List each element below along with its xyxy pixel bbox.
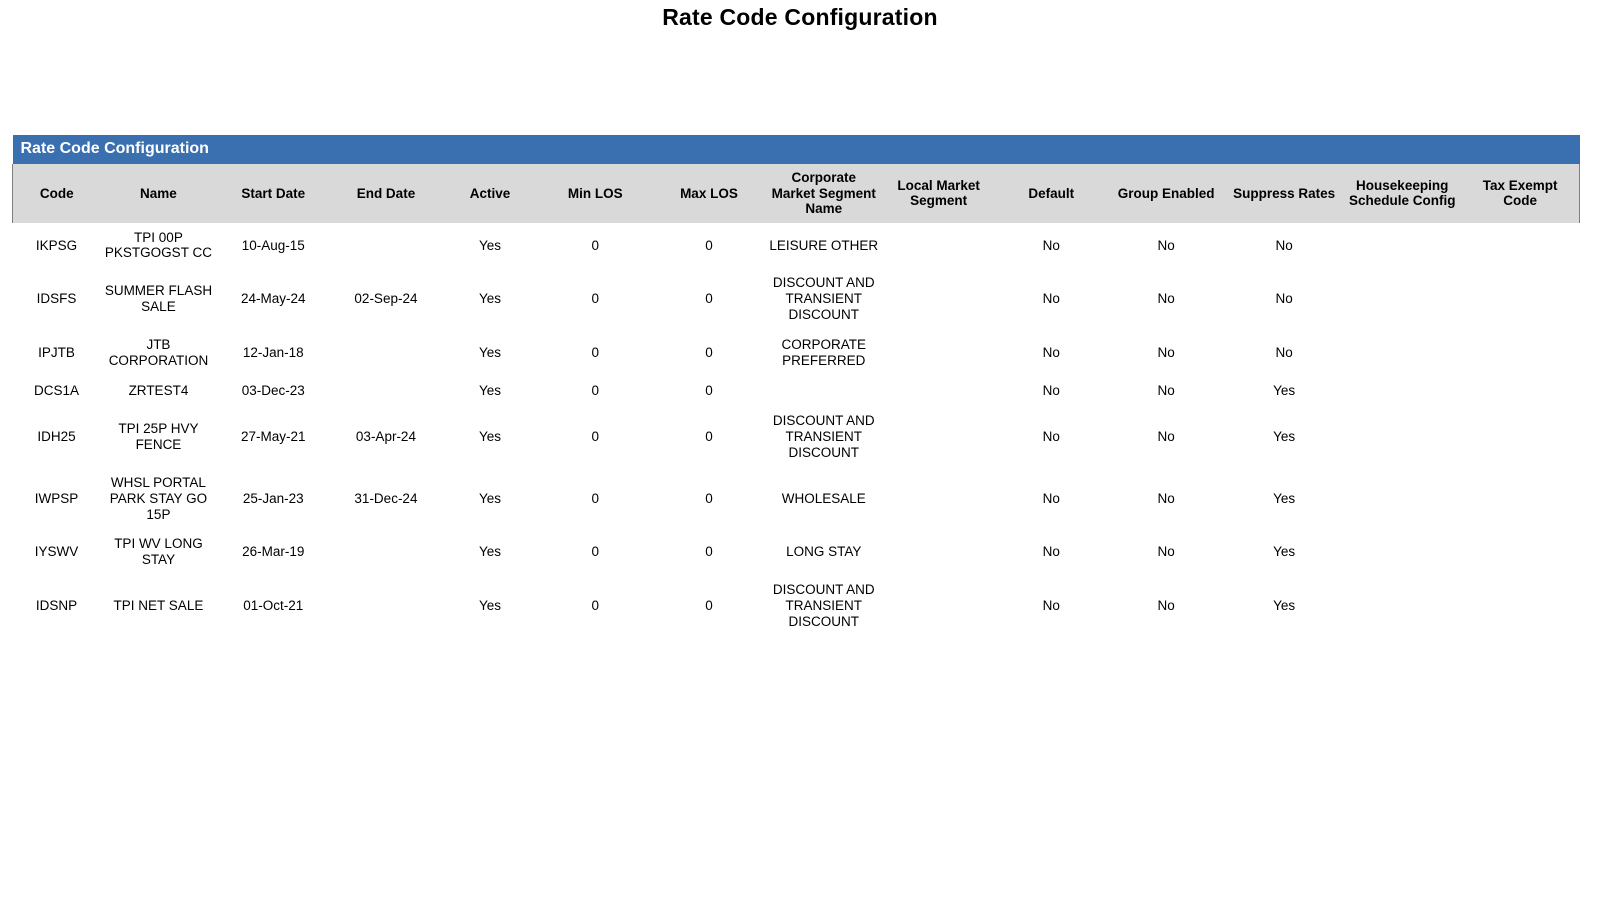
cell-suppress-rates: Yes (1225, 468, 1343, 530)
cell-end-date (330, 376, 442, 406)
cell-name: TPI 25P HVY FENCE (101, 406, 217, 468)
cell-local-market-segment (882, 406, 996, 468)
cell-housekeeping-schedule-config (1343, 376, 1461, 406)
cell-suppress-rates: Yes (1225, 406, 1343, 468)
cell-tax-exempt-code (1461, 529, 1579, 575)
cell-local-market-segment (882, 330, 996, 376)
cell-start-date: 26-Mar-19 (216, 529, 330, 575)
cell-default: No (995, 223, 1107, 269)
cell-local-market-segment (882, 376, 996, 406)
column-header[interactable]: Default (995, 164, 1107, 223)
cell-local-market-segment (882, 575, 996, 637)
table-header-row (13, 164, 1580, 223)
cell-name: JTB CORPORATION (101, 330, 217, 376)
cell-group-enabled: No (1107, 268, 1225, 330)
table-row[interactable] (13, 376, 1580, 406)
cell-name: TPI 00P PKSTGOGST CC (101, 223, 217, 269)
cell-housekeeping-schedule-config (1343, 268, 1461, 330)
column-header[interactable]: Local Market Segment (882, 164, 996, 223)
table-row[interactable] (13, 406, 1580, 468)
table-row[interactable] (13, 223, 1580, 269)
cell-end-date: 03-Apr-24 (330, 406, 442, 468)
cell-corporate-market-segment-name: LONG STAY (766, 529, 882, 575)
cell-code: IDH25 (13, 406, 101, 468)
cell-housekeeping-schedule-config (1343, 468, 1461, 530)
cell-corporate-market-segment-name: DISCOUNT AND TRANSIENT DISCOUNT (766, 268, 882, 330)
cell-suppress-rates: Yes (1225, 376, 1343, 406)
cell-max-los: 0 (652, 268, 766, 330)
cell-end-date (330, 529, 442, 575)
cell-tax-exempt-code (1461, 406, 1579, 468)
cell-corporate-market-segment-name: LEISURE OTHER (766, 223, 882, 269)
cell-min-los: 0 (538, 575, 652, 637)
column-header[interactable]: Active (442, 164, 539, 223)
cell-tax-exempt-code (1461, 575, 1579, 637)
table-row[interactable] (13, 268, 1580, 330)
cell-start-date: 27-May-21 (216, 406, 330, 468)
cell-housekeeping-schedule-config (1343, 406, 1461, 468)
column-header[interactable]: Group Enabled (1107, 164, 1225, 223)
column-header[interactable]: Max LOS (652, 164, 766, 223)
cell-tax-exempt-code (1461, 268, 1579, 330)
cell-local-market-segment (882, 529, 996, 575)
cell-group-enabled: No (1107, 468, 1225, 530)
cell-min-los: 0 (538, 268, 652, 330)
cell-end-date (330, 575, 442, 637)
cell-default: No (995, 575, 1107, 637)
cell-group-enabled: No (1107, 575, 1225, 637)
cell-corporate-market-segment-name (766, 376, 882, 406)
cell-code: IYSWV (13, 529, 101, 575)
cell-min-los: 0 (538, 223, 652, 269)
cell-active: Yes (442, 575, 539, 637)
cell-housekeeping-schedule-config (1343, 330, 1461, 376)
cell-max-los: 0 (652, 406, 766, 468)
cell-housekeeping-schedule-config (1343, 223, 1461, 269)
cell-suppress-rates: Yes (1225, 575, 1343, 637)
cell-default: No (995, 529, 1107, 575)
cell-tax-exempt-code (1461, 223, 1579, 269)
cell-group-enabled: No (1107, 406, 1225, 468)
table-row[interactable] (13, 468, 1580, 530)
table-banner-row (13, 135, 1580, 164)
column-header[interactable]: Start Date (216, 164, 330, 223)
cell-active: Yes (442, 529, 539, 575)
cell-min-los: 0 (538, 376, 652, 406)
cell-max-los: 0 (652, 575, 766, 637)
cell-default: No (995, 330, 1107, 376)
table-row[interactable] (13, 330, 1580, 376)
cell-code: IWPSP (13, 468, 101, 530)
cell-min-los: 0 (538, 468, 652, 530)
cell-tax-exempt-code (1461, 468, 1579, 530)
cell-group-enabled: No (1107, 223, 1225, 269)
cell-start-date: 25-Jan-23 (216, 468, 330, 530)
cell-default: No (995, 268, 1107, 330)
column-header[interactable]: Code (13, 164, 101, 223)
column-header[interactable]: Housekeeping Schedule Config (1343, 164, 1461, 223)
cell-corporate-market-segment-name: WHOLESALE (766, 468, 882, 530)
column-header[interactable]: Corporate Market Segment Name (766, 164, 882, 223)
cell-max-los: 0 (652, 529, 766, 575)
cell-group-enabled: No (1107, 330, 1225, 376)
cell-suppress-rates: Yes (1225, 529, 1343, 575)
page-title: Rate Code Configuration (662, 4, 938, 30)
cell-start-date: 12-Jan-18 (216, 330, 330, 376)
cell-start-date: 10-Aug-15 (216, 223, 330, 269)
cell-housekeeping-schedule-config (1343, 529, 1461, 575)
cell-min-los: 0 (538, 330, 652, 376)
cell-corporate-market-segment-name: CORPORATE PREFERRED (766, 330, 882, 376)
rate-code-configuration-table-container (12, 135, 1580, 637)
cell-code: IKPSG (13, 223, 101, 269)
cell-min-los: 0 (538, 406, 652, 468)
table-row[interactable] (13, 529, 1580, 575)
cell-suppress-rates: No (1225, 330, 1343, 376)
cell-end-date: 02-Sep-24 (330, 268, 442, 330)
cell-code: IPJTB (13, 330, 101, 376)
table-row[interactable] (13, 575, 1580, 637)
cell-corporate-market-segment-name: DISCOUNT AND TRANSIENT DISCOUNT (766, 406, 882, 468)
cell-corporate-market-segment-name: DISCOUNT AND TRANSIENT DISCOUNT (766, 575, 882, 637)
cell-max-los: 0 (652, 330, 766, 376)
cell-active: Yes (442, 406, 539, 468)
cell-code: IDSFS (13, 268, 101, 330)
cell-end-date: 31-Dec-24 (330, 468, 442, 530)
cell-start-date: 03-Dec-23 (216, 376, 330, 406)
cell-name: TPI WV LONG STAY (101, 529, 217, 575)
cell-tax-exempt-code (1461, 330, 1579, 376)
column-header[interactable]: Name (101, 164, 217, 223)
cell-end-date (330, 223, 442, 269)
cell-max-los: 0 (652, 376, 766, 406)
cell-active: Yes (442, 268, 539, 330)
cell-code: DCS1A (13, 376, 101, 406)
cell-max-los: 0 (652, 468, 766, 530)
table-banner-title: Rate Code Configuration (13, 135, 1580, 164)
cell-local-market-segment (882, 468, 996, 530)
cell-name: ZRTEST4 (101, 376, 217, 406)
cell-name: WHSL PORTAL PARK STAY GO 15P (101, 468, 217, 530)
cell-tax-exempt-code (1461, 376, 1579, 406)
cell-name: TPI NET SALE (101, 575, 217, 637)
cell-active: Yes (442, 330, 539, 376)
cell-name: SUMMER FLASH SALE (101, 268, 217, 330)
column-header[interactable]: Suppress Rates (1225, 164, 1343, 223)
column-header[interactable]: Min LOS (538, 164, 652, 223)
cell-code: IDSNP (13, 575, 101, 637)
cell-default: No (995, 376, 1107, 406)
cell-max-los: 0 (652, 223, 766, 269)
cell-default: No (995, 468, 1107, 530)
cell-housekeeping-schedule-config (1343, 575, 1461, 637)
cell-suppress-rates: No (1225, 268, 1343, 330)
rate-code-configuration-table (12, 135, 1580, 637)
cell-active: Yes (442, 223, 539, 269)
column-header[interactable]: End Date (330, 164, 442, 223)
cell-local-market-segment (882, 268, 996, 330)
cell-min-los: 0 (538, 529, 652, 575)
cell-start-date: 24-May-24 (216, 268, 330, 330)
cell-local-market-segment (882, 223, 996, 269)
cell-suppress-rates: No (1225, 223, 1343, 269)
column-header[interactable]: Tax Exempt Code (1461, 164, 1579, 223)
cell-group-enabled: No (1107, 529, 1225, 575)
cell-active: Yes (442, 468, 539, 530)
cell-end-date (330, 330, 442, 376)
cell-start-date: 01-Oct-21 (216, 575, 330, 637)
cell-active: Yes (442, 376, 539, 406)
cell-group-enabled: No (1107, 376, 1225, 406)
cell-default: No (995, 406, 1107, 468)
